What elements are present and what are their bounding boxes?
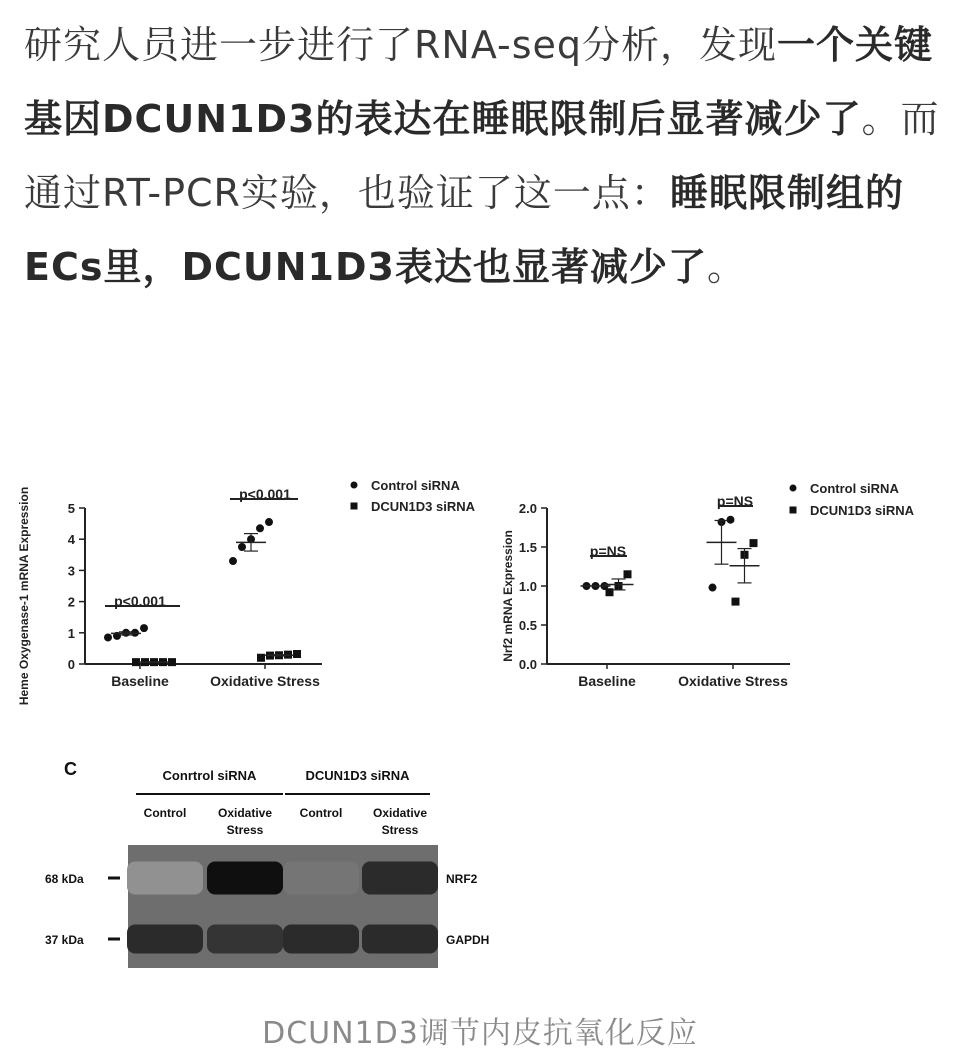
blot-lane-label: Control [299, 806, 343, 820]
data-point-control [238, 543, 246, 551]
blot-band [362, 925, 438, 954]
band-label: NRF2 [446, 872, 478, 886]
data-point-dcun1d3 [293, 650, 301, 658]
legend-label: DCUN1D3 siRNA [371, 499, 476, 514]
paragraph-text: 。 [706, 245, 746, 289]
data-point-control [104, 633, 112, 641]
panel-label: C [64, 759, 77, 779]
blot-lane-label: Stress [381, 823, 419, 837]
blot-lane-label: Oxidative [372, 806, 428, 820]
paragraph-bold-text: 睡眠限制组的ECs里，DCUN1D3表达也显著减少了 [24, 171, 904, 289]
blot-band [207, 862, 283, 895]
y-tick-label: 1.5 [518, 540, 537, 555]
marker-label: 68 kDa [45, 872, 84, 886]
x-tick-label: Oxidative Stress [210, 673, 320, 689]
significance-label: p=NS [589, 543, 627, 559]
y-tick-label: 0.0 [518, 657, 537, 672]
data-point-control [140, 624, 148, 632]
legend-marker-circle [351, 482, 358, 489]
y-axis-label: Nrf2 mRNA Expression [501, 530, 515, 662]
data-point-dcun1d3 [750, 539, 758, 547]
paragraph-text: 。而通过RT-PCR实验，也验证了这一点： [24, 97, 940, 215]
blot-band [362, 862, 438, 895]
blot-band [127, 925, 203, 954]
data-point-control [256, 524, 264, 532]
significance-label: p=NS [716, 493, 754, 509]
y-tick-label: 2.0 [518, 501, 537, 516]
blot-band [283, 925, 359, 954]
legend-marker-square [351, 503, 358, 510]
paragraph-bold-text: 一个关键基因DCUN1D3的表达在睡眠限制后显著减少了 [24, 23, 934, 141]
data-point-dcun1d3 [132, 658, 140, 666]
x-tick-label: Baseline [578, 673, 636, 689]
significance-label: p<0.001 [114, 593, 166, 609]
y-tick-label: 0 [67, 657, 75, 672]
blot-lane-label: Control [143, 806, 187, 820]
x-tick-label: Oxidative Stress [678, 673, 788, 689]
blot-band [207, 925, 283, 954]
data-point-control [709, 584, 717, 592]
blot-group-label: Conrtrol siRNA [162, 768, 257, 783]
data-point-dcun1d3 [168, 658, 176, 666]
data-point-control [265, 518, 273, 526]
y-tick-label: 2 [67, 594, 75, 610]
y-tick-label: 4 [67, 532, 75, 548]
blot-lane-label: Oxidative [217, 806, 273, 820]
paragraph-text: 研究人员进一步进行了RNA-seq分析，发现 [24, 23, 778, 67]
legend-marker-square [790, 507, 797, 514]
data-point-control [229, 557, 237, 565]
y-tick-label: 0.5 [518, 618, 537, 633]
blot-group-label: DCUN1D3 siRNA [305, 768, 410, 783]
data-point-dcun1d3 [257, 654, 265, 662]
y-tick-label: 5 [67, 501, 75, 516]
y-tick-label: 3 [67, 563, 75, 579]
significance-label: p<0.001 [239, 486, 291, 502]
data-point-dcun1d3 [732, 598, 740, 606]
y-tick-label: 1 [67, 625, 75, 641]
figure-caption: DCUN1D3调节内皮抗氧化反应 [262, 1016, 698, 1051]
legend-marker-circle [790, 485, 797, 492]
blot-band [127, 862, 203, 895]
blot-band [283, 862, 359, 895]
legend-label: Control siRNA [810, 481, 899, 496]
legend-label: DCUN1D3 siRNA [810, 503, 915, 518]
y-tick-label: 1.0 [518, 579, 537, 594]
blot-lane-label: Stress [226, 823, 264, 837]
x-tick-label: Baseline [111, 673, 169, 689]
y-axis-label: Heme Oxygenase-1 mRNA Expression [17, 486, 31, 706]
data-point-control [727, 516, 735, 524]
article-paragraph [24, 8, 940, 304]
legend-label: Control siRNA [371, 478, 460, 493]
western-blot-panel [0, 755, 960, 985]
band-label: GAPDH [446, 933, 490, 947]
marker-label: 37 kDa [45, 933, 84, 947]
charts-panel [0, 440, 960, 740]
data-point-dcun1d3 [624, 570, 632, 578]
